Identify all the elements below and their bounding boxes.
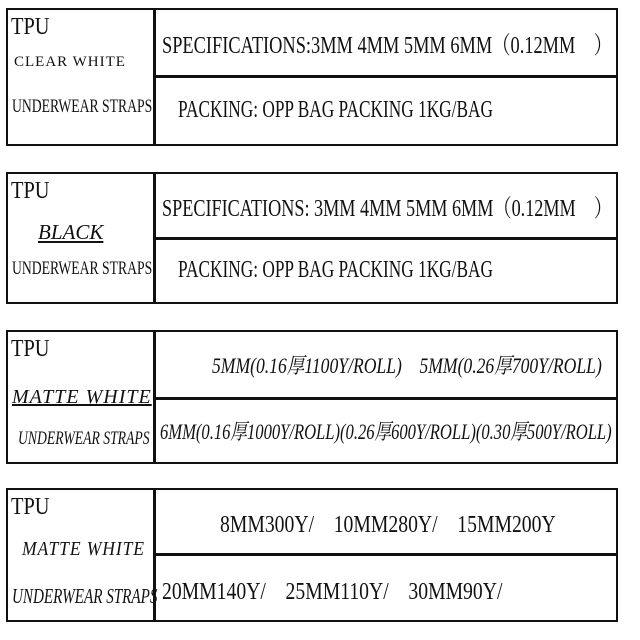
packing-row (156, 77, 616, 144)
material-label: TPU (11, 14, 50, 40)
label-cell (8, 174, 156, 302)
spec-row (156, 174, 616, 240)
packing-text: PACKING: OPP BAG PACKING 1KG/BAG (178, 97, 493, 123)
material-label: TPU (11, 336, 50, 362)
spec-line-small: 8MM300Y/ 10MM280Y/ 15MM200Y (220, 512, 556, 538)
spec-row (156, 10, 616, 78)
packing-row (156, 238, 616, 302)
detail-cell (156, 174, 616, 302)
detail-cell (156, 490, 616, 620)
spec-text: SPECIFICATIONS: 3MM 4MM 5MM 6MM（0.12MM ） (162, 196, 613, 222)
spec-line-6mm: 6MM(0.16厚1000Y/ROLL)(0.26厚600Y/ROLL)(0.30厚500Y/ROLL) (160, 418, 612, 444)
material-label: TPU (11, 494, 50, 520)
detail-cell (156, 10, 616, 144)
product-block-black (6, 172, 618, 304)
packing-text: PACKING: OPP BAG PACKING 1KG/BAG (178, 256, 493, 283)
product-label: UNDERWEAR STRAPS (12, 584, 158, 608)
color-label: MATTE WHITE (12, 386, 152, 408)
material-label: TPU (11, 178, 50, 204)
product-block-matte-white-1 (6, 330, 618, 464)
product-block-clear-white (6, 8, 618, 146)
product-label: UNDERWEAR STRAPS (12, 96, 153, 117)
product-label: UNDERWEAR STRAPS (12, 258, 153, 279)
color-label: CLEAR WHITE (14, 54, 126, 70)
label-cell (8, 332, 156, 462)
color-label: MATTE WHITE (22, 538, 145, 560)
spec-row-6mm (156, 398, 616, 462)
spec-row-large (156, 556, 616, 620)
color-label: BLACK (38, 220, 104, 244)
spec-text: SPECIFICATIONS:3MM 4MM 5MM 6MM（0.12MM ） (162, 33, 613, 59)
product-label: UNDERWEAR STRAPS (18, 428, 150, 449)
spec-line-large: 20MM140Y/ 25MM110Y/ 30MM90Y/ (162, 578, 503, 605)
product-block-matte-white-2 (6, 488, 618, 622)
label-cell (8, 10, 156, 144)
spec-row-small (156, 490, 616, 556)
spec-line-5mm: 5MM(0.16厚1100Y/ROLL) 5MM(0.26厚700Y/ROLL) (212, 353, 602, 378)
spec-row-5mm (156, 332, 616, 400)
label-cell (8, 490, 156, 620)
detail-cell (156, 332, 616, 462)
